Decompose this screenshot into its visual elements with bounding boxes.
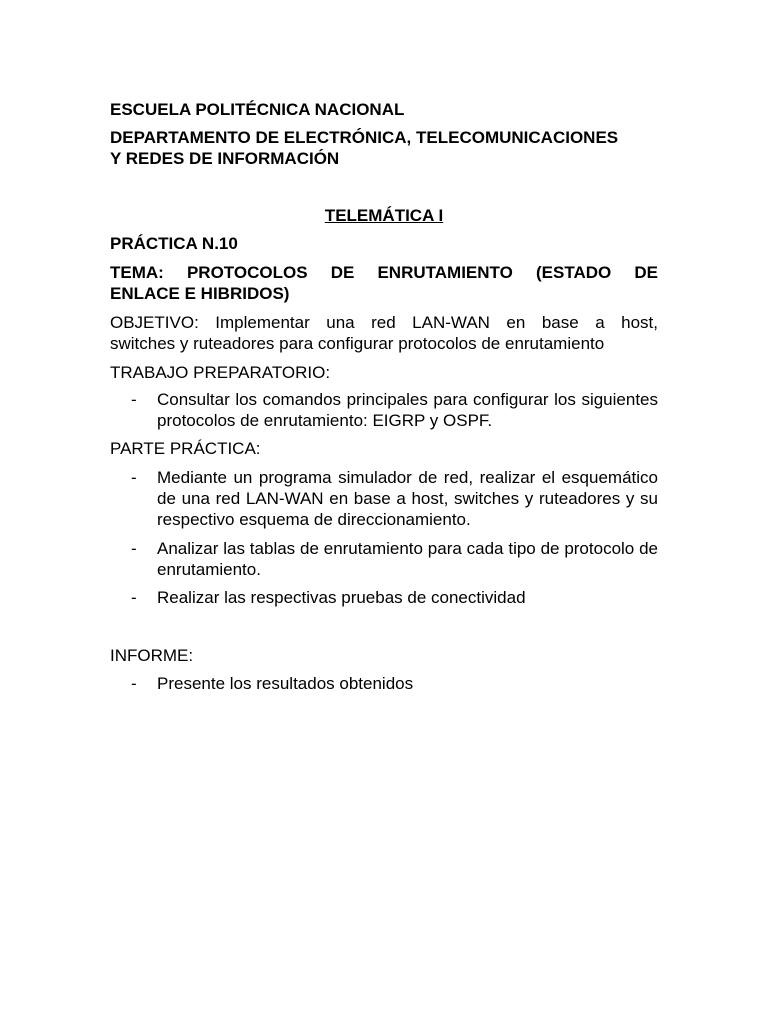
school-name: ESCUELA POLITÉCNICA NACIONAL xyxy=(110,100,405,119)
bullet-dash: - xyxy=(131,539,137,558)
bullet-dash: - xyxy=(131,390,137,409)
topic-line-1: TEMA: PROTOCOLOS DE ENRUTAMIENTO (ESTADO DE xyxy=(110,263,658,282)
objective-line-2: switches y ruteadores para configurar protocolos de enrutamiento xyxy=(110,334,605,353)
department-line-1: DEPARTAMENTO DE ELECTRÓNICA, TELECOMUNICACIONES xyxy=(110,128,619,147)
practice-number: PRÁCTICA N.10 xyxy=(110,234,238,253)
topic-line-2: ENLACE E HIBRIDOS) xyxy=(110,284,290,303)
report-heading: INFORME: xyxy=(110,646,194,665)
bullet-dash: - xyxy=(131,588,137,607)
department-line-2: Y REDES DE INFORMACIÓN xyxy=(110,149,340,168)
list-item-text: Realizar las respectivas pruebas de conectividad xyxy=(157,588,526,607)
bullet-dash: - xyxy=(131,674,137,693)
list-item-text: Analizar las tablas de enrutamiento para cada tipo de protocolo de enrutamiento. xyxy=(157,539,658,579)
objective-line-1: OBJETIVO: Implementar una red LAN-WAN en base a host, xyxy=(110,313,658,332)
bullet-dash: - xyxy=(131,468,137,487)
list-item-text: Presente los resultados obtenidos xyxy=(157,674,414,693)
list-item-text: Mediante un programa simulador de red, realizar el esquemático de una red LAN-WAN en base a host, switches y ruteadores y su respectivo esquema de direccionamiento. xyxy=(157,468,658,529)
list-item-text: Consultar los comandos principales para configurar los siguientes protocolos de enrutamiento: EIGRP y OSPF. xyxy=(157,390,658,430)
preparatory-heading: TRABAJO PREPARATORIO: xyxy=(110,363,331,382)
course-title: TELEMÁTICA I xyxy=(324,206,444,225)
practical-heading: PARTE PRÁCTICA: xyxy=(110,439,261,458)
